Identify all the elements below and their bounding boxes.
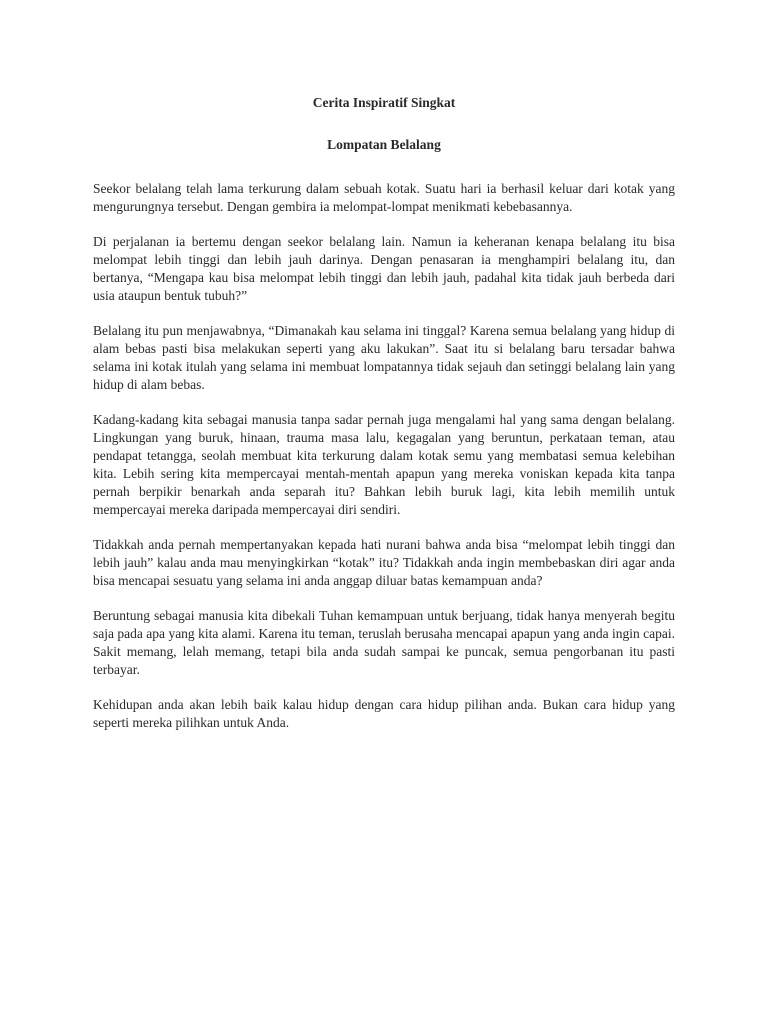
paragraph-6: Beruntung sebagai manusia kita dibekali Tuhan kemampuan untuk berjuang, tidak hanya menyerah begitu saja pada apa yang kita alami. Karena itu teman, teruslah berusaha mencapai apapun yang anda ingin capai. Sakit memang, lelah memang, tetapi bila anda sudah sampai ke puncak, semua pengorbanan itu pasti terbayar. [93, 608, 675, 677]
paragraph-4: Kadang-kadang kita sebagai manusia tanpa sadar pernah juga mengalami hal yang sama dengan belalang. Lingkungan yang buruk, hinaan, trauma masa lalu, kegagalan yang beruntun, perkataan teman, atau pendapat tetangga, seolah membuat kita terkurung dalam kotak semu yang membatasi semua kelebihan kita. Lebih sering kita mempercayai mentah-mentah apapun yang mereka voniskan kepada kita tanpa pernah berpikir benarkah anda separah itu? Bahkan lebih buruk lagi, kita lebih memilih untuk mempercayai mereka daripada mempercayai diri sendiri. [93, 412, 675, 517]
paragraph-7: Kehidupan anda akan lebih baik kalau hidup dengan cara hidup pilihan anda. Bukan cara hidup yang seperti mereka pilihkan untuk Anda. [93, 697, 675, 730]
paragraph-3: Belalang itu pun menjawabnya, “Dimanakah kau selama ini tinggal? Karena semua belalang yang hidup di alam bebas pasti bisa melakukan seperti yang aku lakukan”. Saat itu si belalang baru tersadar bahwa selama ini kotak itulah yang selama ini membuat lompatannya tidak sejauh dan setinggi belalang lain yang hidup di alam bebas. [93, 323, 675, 392]
paragraph-2: Di perjalanan ia bertemu dengan seekor belalang lain. Namun ia keheranan kenapa belalang itu bisa melompat lebih tinggi dan lebih jauh darinya. Dengan penasaran ia menghampiri belalang itu, dan bertanya, “Mengapa kau bisa melompat lebih tinggi dan lebih jauh, padahal kita tidak jauh berbeda dari usia ataupun bentuk tubuh?” [93, 234, 675, 303]
paragraph-1: Seekor belalang telah lama terkurung dalam sebuah kotak. Suatu hari ia berhasil keluar dari kotak yang mengurungnya tersebut. Dengan gembira ia melompat-lompat menikmati kebebasannya. [93, 181, 675, 214]
story-body [93, 180, 675, 749]
paragraph-5: Tidakkah anda pernah mempertanyakan kepada hati nurani bahwa anda bisa “melompat lebih tinggi dan lebih jauh” kalau anda mau menyingkirkan “kotak” itu? Tidakkah anda ingin membebaskan diri agar anda bisa mencapai sesuatu yang selama ini anda anggap diluar batas kemampuan anda? [93, 537, 675, 588]
story-title: Lompatan Belalang [327, 137, 441, 152]
document-title: Cerita Inspiratif Singkat [312, 95, 456, 110]
